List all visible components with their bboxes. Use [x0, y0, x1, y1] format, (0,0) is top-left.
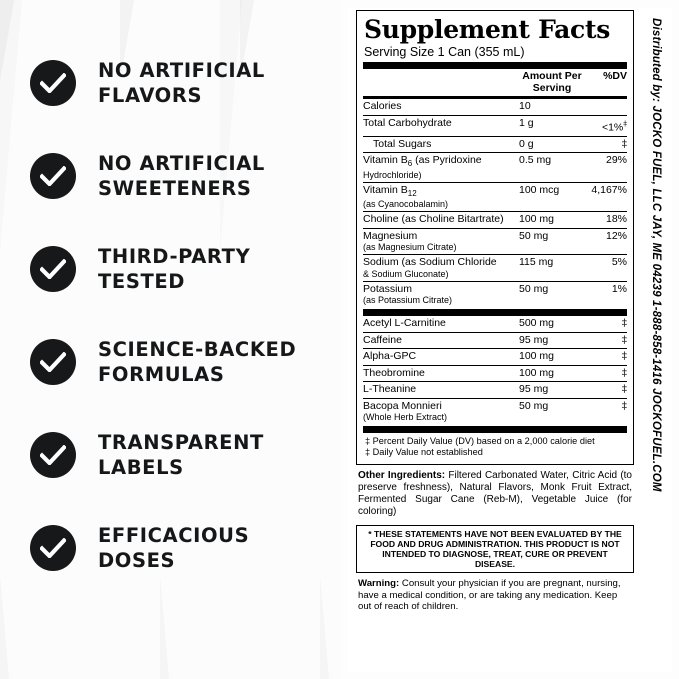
nutrition-rows [363, 99, 627, 307]
nutrient-name: Total Carbohydrate [363, 115, 519, 136]
table-header-row [363, 69, 627, 96]
benefit-item [0, 222, 340, 315]
nutrient-name: Calories [363, 100, 402, 112]
table-row [363, 365, 627, 382]
nutrient-amount: 100 mg [519, 349, 585, 366]
distributor-info [646, 18, 668, 618]
nutrient-dv [585, 99, 627, 115]
nutrient-amount: 1 g [519, 115, 585, 136]
nutrient-amount: 100 mg [519, 212, 585, 229]
nutrient-name: Potassium (as Potassium Citrate) [363, 281, 519, 307]
benefit-item [0, 501, 340, 594]
supplement-facts-content [356, 10, 634, 613]
nutrient-amount: 10 [519, 100, 531, 112]
nutrient-name: Magnesium (as Magnesium Citrate) [363, 228, 519, 255]
benefit-label: NO ARTIFICIAL FLAVORS [98, 58, 265, 107]
table-row [363, 255, 627, 282]
check-icon [30, 246, 76, 292]
table-row [363, 332, 627, 349]
table-row [363, 182, 627, 212]
footnote-dv: ‡ Percent Daily Value (DV) based on a 2,000 calorie diet [365, 436, 595, 447]
nutrient-dv: ‡ [621, 317, 627, 330]
nutrient-amount: 50 mg [519, 281, 585, 307]
table-row [363, 349, 627, 366]
nutrient-name: Total Sugars [363, 136, 519, 153]
nutrient-amount: 0 g [519, 136, 585, 153]
other-ingredients-text: Filtered Carbonated Water, Citric Acid (to preserve freshness), Natural Flavors, Monk Fruit Extract, Fermented Sugar Cane (Reb-M), Vegetable Juice (for coloring) [358, 470, 632, 518]
nutrient-name: Vitamin $B_6$ (as Pyridoxine Hydrochloride) [363, 153, 519, 183]
nutrient-source: (as Potassium Citrate) [363, 295, 453, 306]
nutrient-dv: ‡ [585, 365, 627, 382]
other-ingredients [356, 465, 634, 521]
dagger-mark: ‡ [623, 118, 627, 128]
nutrient-amount: 100 mg [519, 365, 585, 382]
nutrient-dv: 18% [585, 212, 627, 229]
nutrient-dv: ‡ [585, 349, 627, 366]
table-row [363, 212, 627, 229]
divider-thick [363, 426, 627, 433]
nutrient-amount: 95 mg [519, 332, 585, 349]
table-row [363, 153, 627, 183]
benefit-item [0, 315, 340, 408]
check-icon [30, 432, 76, 478]
table-row [363, 316, 627, 332]
supplement-facts-panel [348, 8, 672, 672]
nutrient-source: & Sodium Gluconate) [363, 268, 449, 279]
nutrient-source: Hydrochloride) [363, 169, 422, 180]
nutrient-name: Choline (as Choline Bitartrate) [363, 212, 519, 229]
check-icon [30, 525, 76, 571]
nutrient-dv: 5% [585, 255, 627, 282]
nutrient-source: (as Cyanocobalamin) [363, 199, 449, 210]
distributor-text: Distributed by: JOCKO FUEL, LLC JAY, ME 04239 1-888-858-1416 JOCKOFUEL.COM [650, 18, 662, 492]
nutrient-source: (Whole Herb Extract) [363, 412, 448, 423]
benefit-label: SCIENCE-BACKED FORMULAS [98, 337, 297, 386]
nutrient-dv: ‡ [585, 398, 627, 424]
table-row [363, 398, 627, 424]
nutrient-amount: 100 mcg [519, 182, 585, 212]
nutrient-dv: ‡ [585, 382, 627, 399]
warning-label: Warning: [358, 578, 400, 590]
table-row [363, 99, 627, 115]
nutrient-name: Bacopa Monnieri (Whole Herb Extract) [363, 398, 519, 424]
footnotes [363, 433, 627, 460]
nutrient-name: L-Theanine [363, 382, 519, 399]
benefit-item [0, 408, 340, 501]
nutrient-dv: ‡ [585, 332, 627, 349]
check-icon [30, 339, 76, 385]
header-dv: %DV [603, 70, 627, 82]
check-icon [30, 60, 76, 106]
nutrient-dv: 4,167% [585, 182, 627, 212]
benefit-label: THIRD-PARTY TESTED [98, 244, 251, 293]
nutrient-dv: <1%‡ [585, 115, 627, 136]
nutrition-table [363, 69, 627, 96]
nutrient-name: Caffeine [363, 332, 519, 349]
table-row [363, 136, 627, 153]
table-row [363, 382, 627, 399]
nutrient-name: Alpha-GPC [363, 349, 519, 366]
footnote-not-established: ‡ Daily Value not established [365, 446, 483, 457]
benefit-item [0, 129, 340, 222]
nutrient-amount: 50 mg [519, 398, 585, 424]
nutrient-amount: 50 mg [519, 228, 585, 255]
header-spacer [363, 69, 519, 96]
nutrient-name: Theobromine [363, 365, 519, 382]
serving-size: Serving Size 1 Can (355 mL) [364, 45, 525, 59]
header-amount: Amount Per Serving [522, 70, 582, 94]
benefit-item [0, 36, 340, 129]
nutrient-name: Acetyl L-Carnitine [363, 317, 446, 330]
warning-body: Consult your physician if you are pregnant, nursing, have a medical condition, or are taking any medication. Keep out of reach of children. [358, 578, 621, 613]
nutrient-amount: 500 mg [519, 317, 555, 330]
warning-text [356, 573, 634, 613]
nutrient-dv: 12% [585, 228, 627, 255]
nutrient-amount: 95 mg [519, 382, 585, 399]
nutrient-dv: ‡ [585, 136, 627, 153]
divider-thick [363, 309, 627, 316]
nutrient-dv: 1% [585, 281, 627, 307]
table-row [363, 115, 627, 136]
nutrient-name: Vitamin $B_{12}$ (as Cyanocobalamin) [363, 182, 519, 212]
benefit-label: NO ARTIFICIAL SWEETENERS [98, 151, 265, 200]
other-ingredients-label: Other Ingredients: [358, 470, 446, 482]
nutrient-amount: 0.5 mg [519, 153, 585, 183]
nutrient-dv: 29% [585, 153, 627, 183]
nutrient-amount: 115 mg [519, 255, 585, 282]
nutrient-source: (as Magnesium Citrate) [363, 242, 457, 253]
check-icon [30, 153, 76, 199]
table-row [363, 281, 627, 307]
divider-thick [363, 62, 627, 69]
benefit-label: TRANSPARENT LABELS [98, 430, 264, 479]
table-row [363, 228, 627, 255]
supplement-facts-box [356, 10, 634, 465]
benefit-label: EFFICACIOUS DOSES [98, 523, 250, 572]
nutrient-name: Sodium (as Sodium Chloride & Sodium Gluconate) [363, 255, 519, 282]
nutrition-rows-secondary [363, 316, 627, 424]
supplement-facts-title: Supplement Facts [364, 15, 611, 44]
fda-disclaimer: * THESE STATEMENTS HAVE NOT BEEN EVALUATED BY THE FOOD AND DRUG ADMINISTRATION. THIS PRODUCT IS NOT INTENDED TO DIAGNOSE, TREAT, CURE OR PREVENT DISEASE. [356, 525, 634, 573]
